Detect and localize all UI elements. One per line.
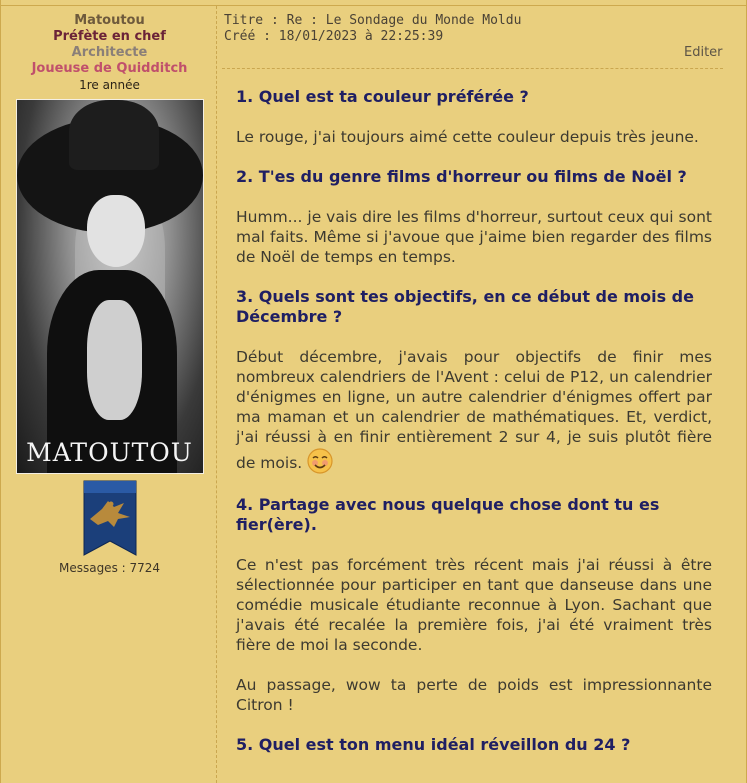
question-5: 5. Quel est ton menu idéal réveillon du 24 ? (236, 735, 631, 754)
answer-3-text: Début décembre, j'avais pour objectifs de finir mes nombreux calendriers de l'Avent : celui de P12, un calendrier d'énigmes en ligne, un autre calendrier d'énigmes offert par ma maman et un calendrier de mathématiques. Et, verdict, j'ai réussi à en finir entièrement 2 sur 4, je suis plutôt fière de mois. (236, 348, 712, 472)
question-4: 4. Partage avec nous quelque chose dont tu es fier(ère). (236, 495, 660, 534)
post-body (236, 87, 712, 755)
question-2: 2. T'es du genre films d'horreur ou films de Noël ? (236, 167, 687, 186)
rank-quidditch: Joueuse de Quidditch (31, 61, 188, 76)
answer-2: Humm... je vais dire les films d'horreur, surtout ceux qui sont mal faits. Même si j'avoue que j'aime bien regarder des films de Noël de temps en temps. (236, 208, 712, 266)
answer-4-followup: Au passage, wow ta perte de poids est impressionnante Citron ! (236, 676, 712, 714)
question-3: 3. Quels sont tes objectifs, en ce début de mois de Décembre ? (236, 287, 694, 326)
rank-architect: Architecte (71, 45, 148, 60)
author-name[interactable]: Matoutou (74, 13, 145, 28)
author-year: 1re année (79, 78, 140, 92)
smile-emoji-icon (306, 447, 334, 475)
avatar-caption: MATOUTOU (26, 438, 193, 467)
header-divider (222, 68, 723, 69)
author-profile (7, 6, 212, 783)
ravenclaw-banner-icon (80, 479, 140, 557)
avatar-back-skin (87, 300, 142, 420)
post-date: Créé : 18/01/2023 à 22:25:39 (224, 29, 444, 44)
answer-3 (236, 347, 712, 475)
post-title: Titre : Re : Le Sondage du Monde Moldu (224, 13, 522, 28)
edit-button[interactable]: Editer (684, 45, 723, 60)
avatar-hat-crown (69, 100, 159, 170)
column-divider (216, 6, 217, 783)
message-count: Messages : 7724 (58, 561, 161, 575)
answer-1: Le rouge, j'ai toujours aimé cette couleur depuis très jeune. (236, 128, 699, 146)
question-1: 1. Quel est ta couleur préférée ? (236, 87, 529, 106)
post-header (224, 13, 521, 45)
avatar[interactable] (16, 99, 204, 474)
rank-prefect: Préfète en chef (53, 29, 166, 44)
avatar-face (87, 195, 145, 267)
answer-4: Ce n'est pas forcément très récent mais j'ai réussi à être sélectionnée pour participer en tant que danseuse dans une comédie musicale étudiante reconnue à Lyon. Sachant que j'avais été recalée la première fois, j'ai été vraiment très fière de moi la seconde. (236, 556, 712, 654)
